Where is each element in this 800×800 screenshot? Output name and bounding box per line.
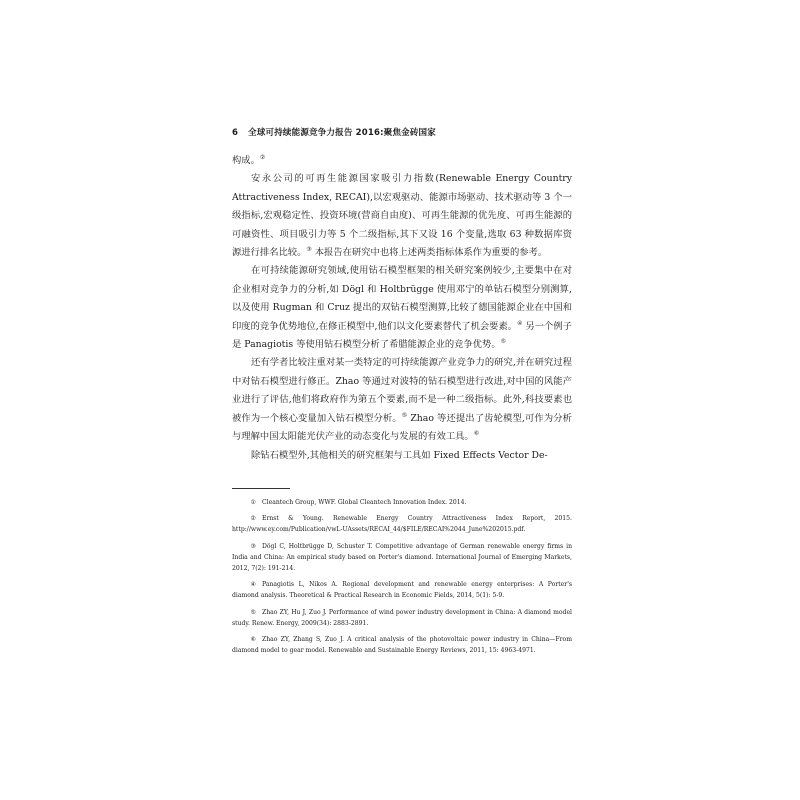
- footnote-text: Ernst & Young. Renewable Energy Country Attractiveness Index Report, 2015. http://www.ey.com/Publication/vwL-UAssets/RECAI_44/$FILE/RECAI%2044_June%202015.pdf.: [232, 515, 572, 534]
- footnote-mark: ①: [250, 499, 256, 506]
- paragraph-1-text: 安永公司的可再生能源国家吸引力指数(Renewable Energy Country Attractiveness Index, RECAI),以宏观驱动、能源市场驱动、技术驱动等 3 个一级指标,宏观稳定性、投资环境(营商自由度)、可再生能源的优先度、可再生能源的可融资性、项目吸引力等 5 个二级指标,其下又设 16 个变量,选取 63 种数据库资源进行排名比较。: [232, 173, 572, 259]
- paragraph-4: [232, 447, 572, 465]
- footnote-mark: ③: [250, 542, 256, 550]
- footnote-item: [232, 541, 572, 574]
- paragraph-2-text: 在可持续能源研究领域,使用钻石模型框架的相关研究案例较少,主要集中在对企业相对竞争力的分析,如 Dögl 和 Holtbrügge 使用邓宁的单钻石模型分别测算,以及使用 Rugman 和 Cruz 提出的双钻石模型测算,比较了德国能源企业在中国和印度的竞争优势地位,在修正模型中,他们以文化要素替代了机会要素。: [232, 265, 572, 332]
- footnote-item: [232, 579, 572, 601]
- paragraph-4-text: 除钻石模型外,其他相关的研究框架与工具如 Fixed Effects Vector De-: [251, 449, 548, 461]
- footnote-ref[interactable]: ③: [306, 245, 312, 253]
- footnote-text: Zhao ZY, Zhang S, Zuo J. A critical analysis of the photovoltaic power industry in China—From diamond model to gear model. Renewable and Sustainable Energy Reviews, 2011, 15: 4963-4971.: [232, 635, 572, 654]
- paragraph-0-text: 构成。: [232, 155, 260, 166]
- footnote-ref[interactable]: ⑤: [401, 411, 408, 419]
- footnote-text: Dögl C, Holtbrügge D, Schuster T. Competitive advantage of German renewable energy firms in India and China: An empirical study based on Porter's diamond. International Journal of Emerging Markets, 2012, 7(2): 191-214.: [232, 542, 572, 572]
- footnote-item: [232, 607, 572, 629]
- footnote-mark: ⑤: [250, 608, 256, 616]
- footnotes: [232, 497, 572, 661]
- footnote-item: [232, 497, 572, 508]
- paragraph-3: [232, 354, 572, 446]
- footnote-divider: [232, 488, 290, 489]
- paragraph-0: [232, 152, 572, 170]
- footnote-text: Panagiotis L, Nikos A. Regional development and renewable energy enterprises: A Porter's diamond analysis. Theoretical & Practical Research in Economic Fields, 2014, 5(1): 5-9.: [232, 581, 572, 600]
- paragraph-3-text-cont: Zhao 等还提出了齿轮模型,可作为分析与理解中国太阳能光伏产业的动态变化与发展的有效工具。: [232, 412, 572, 443]
- footnote-ref[interactable]: ⑥: [473, 430, 480, 437]
- footnote-ref[interactable]: ④: [517, 319, 523, 327]
- footnote-item: [232, 634, 572, 656]
- footnote-mark: ④: [250, 581, 256, 589]
- running-title: 全球可持续能源竞争力报告 2016:聚焦金砖国家: [248, 128, 436, 138]
- paragraph-2: [232, 262, 572, 354]
- footnote-mark: ②: [250, 515, 256, 523]
- footnote-mark: ⑥: [250, 635, 256, 643]
- paragraph-2-text-cont: 另一个例子是 Panagiotis 等使用钻石模型分析了希腊能源企业的竞争优势。: [232, 320, 572, 351]
- paragraph-1: [232, 170, 572, 262]
- footnote-text: Cleantech Group, WWF. Global Cleantech Innovation Index. 2014.: [262, 499, 467, 506]
- footnote-item: [232, 513, 572, 535]
- body-text: [232, 152, 572, 465]
- running-header: [232, 126, 572, 138]
- footnote-ref[interactable]: ⑤: [500, 337, 507, 345]
- footnote-text: Zhao ZY, Hu J, Zuo J. Performance of wind power industry development in China: A diamond model study. Renew. Energy, 2009(34): 2883-2891.: [232, 608, 572, 627]
- footnote-ref[interactable]: ②: [259, 153, 266, 161]
- page-number: 6: [232, 128, 239, 138]
- paragraph-1-text-cont: 本报告在研究中也将上述两类指标体系作为重要的参考。: [311, 247, 548, 259]
- paragraph-3-text: 还有学者比较注重对某一类特定的可持续能源产业竞争力的研究,并在研究过程中对钻石模型进行修正。Zhao 等通过对波特的钻石模型进行改进,对中国的风能产业进行了评估,他们将政府作为第五个要素,而不是一种二级指标。此外,科技要素也被作为一个核心变量加入钻石模型分析。: [232, 357, 572, 424]
